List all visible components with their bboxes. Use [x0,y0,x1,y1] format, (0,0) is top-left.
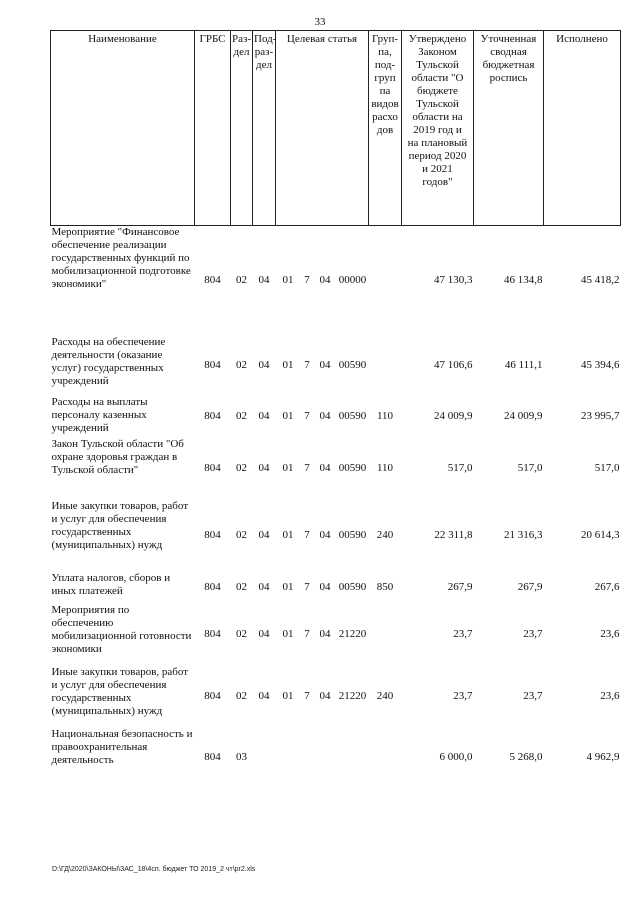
row-target-3: 04 [319,274,331,287]
row-name: Национальная безопасность и правоохранительная деятельность [51,727,193,766]
table-row [51,336,621,396]
row-podrazdel [253,728,276,788]
row-group [369,604,402,666]
row-executed: 4 962,9 [586,751,620,763]
row-target-1: 01 [282,462,294,474]
row-razdel: 02 [236,359,247,371]
row-approved: 267,9 [447,581,473,593]
row-target-2: 7 [304,410,310,422]
row-podrazdel: 04 [258,359,270,371]
row-group [369,226,402,336]
row-target-2: 7 [304,628,310,640]
header-group: Груп- па, под- груп па видов расхо дов [369,31,402,226]
header-name: Наименование [51,31,195,226]
header-razdel: Раз- дел [231,31,253,226]
row-approved: 24 009,9 [434,410,473,422]
row-target-2: 7 [304,581,310,593]
row-refined: 267,9 [517,581,543,593]
row-name: Мероприятия по обеспечению мобилизационной готовности экономики [51,603,192,655]
row-target-3: 04 [319,628,331,640]
row-target-4: 00590 [338,529,367,541]
header-target: Целевая статья [276,31,369,226]
row-target-4: 00590 [338,410,367,422]
row-target-1: 01 [282,690,294,702]
row-name: Закон Тульской области "Об охране здоровья граждан в Тульской области" [51,437,184,476]
row-executed: 23,6 [600,690,620,702]
row-refined: 5 268,0 [509,751,543,763]
row-target-3: 04 [319,462,331,474]
row-group: 850 [376,581,394,593]
row-refined: 46 111,1 [504,359,543,371]
row-group: 110 [376,462,394,474]
row-grbs: 804 [204,690,221,702]
row-target-4: 21220 [338,628,367,640]
row-target-1: 01 [282,410,294,422]
row-name: Иные закупки товаров, работ и услуг для обеспечения государственных (муниципальных) нужд [51,499,189,551]
row-name: Расходы на обеспечение деятельности (оказание услуг) государственных учреждений [51,335,166,387]
row-target-4: 21220 [338,690,367,702]
header-grbs: ГРБС [195,31,231,226]
row-razdel: 02 [236,628,247,640]
row-target-4: 00590 [338,581,367,593]
row-group: 110 [376,410,394,422]
row-grbs: 804 [204,462,221,474]
row-target-4: 00590 [338,462,367,474]
row-grbs: 804 [204,410,221,422]
row-target-3 [314,728,337,788]
row-approved: 22 311,8 [434,529,473,541]
row-grbs: 804 [204,529,221,541]
row-podrazdel: 04 [258,581,270,593]
row-executed: 23,6 [600,628,620,640]
row-target-3: 04 [319,410,331,422]
row-approved: 47 130,3 [434,274,473,287]
table-row [51,438,621,500]
row-target-1: 01 [282,581,294,593]
row-target-2: 7 [304,359,310,371]
row-approved: 23,7 [453,628,473,640]
row-refined: 517,0 [517,462,543,474]
row-name: Мероприятие "Финансовое обеспечение реализации государственных функций по мобилизационной подготовке экономики" [51,226,191,290]
row-target-2: 7 [304,690,310,702]
row-razdel: 02 [236,529,247,541]
row-grbs: 804 [204,751,221,763]
row-grbs: 804 [204,628,221,640]
row-razdel: 02 [236,581,247,593]
row-target-3: 04 [319,581,331,593]
table-row [51,226,621,336]
row-target-1: 01 [282,359,294,371]
row-target-2: 7 [304,274,310,287]
row-executed: 45 418,2 [581,274,620,287]
header-podrazdel: Под- раз- дел [253,31,276,226]
row-razdel: 02 [236,274,247,287]
row-razdel: 02 [236,690,247,702]
row-target-1: 01 [282,274,294,287]
table-row [51,572,621,604]
row-podrazdel: 04 [258,529,270,541]
table-row [51,728,621,788]
page-number: 33 [314,16,326,28]
row-name: Уплата налогов, сборов и иных платежей [51,571,171,597]
table-row [51,500,621,572]
file-path-footer: D:\ГД\2020\ЗАКОНЫ\ЗАС_18\4сп. бюджет ТО 2019_2 чт\pr2.xls [52,866,256,873]
row-executed: 267,6 [594,581,620,593]
row-target-3: 04 [319,359,331,371]
row-grbs: 804 [204,581,221,593]
row-name: Иные закупки товаров, работ и услуг для обеспечения государственных (муниципальных) нужд [51,665,189,717]
row-executed: 23 995,7 [581,410,620,422]
row-target-4 [337,728,369,788]
row-group: 240 [376,529,394,541]
row-target-2: 7 [304,529,310,541]
row-group [369,336,402,396]
row-podrazdel: 04 [258,462,270,474]
row-target-4: 00000 [338,274,367,287]
row-approved: 47 106,6 [434,359,473,371]
row-target-4: 00590 [338,359,367,371]
row-target-2 [301,728,314,788]
row-group [369,728,402,788]
row-razdel: 02 [236,462,247,474]
row-refined: 23,7 [523,628,543,640]
header-refined: Уточненная сводная бюджетная роспись [474,31,544,226]
row-razdel: 02 [236,410,247,422]
row-target-2: 7 [304,462,310,474]
row-target-1: 01 [282,628,294,640]
row-approved: 517,0 [447,462,473,474]
row-refined: 46 134,8 [504,274,543,287]
budget-table [50,30,621,788]
table-header [51,31,621,226]
row-podrazdel: 04 [258,628,270,640]
row-executed: 517,0 [594,462,620,474]
row-executed: 20 614,3 [581,529,620,541]
row-target-1 [276,728,301,788]
row-name: Расходы на выплаты персоналу казенных учреждений [51,395,148,434]
row-refined: 23,7 [523,690,543,702]
row-refined: 21 316,3 [504,529,543,541]
row-approved: 6 000,0 [439,751,473,763]
row-target-3: 04 [319,529,331,541]
header-executed: Исполнено [544,31,621,226]
row-refined: 24 009,9 [504,410,543,422]
table-row [51,604,621,666]
row-executed: 45 394,6 [581,359,620,371]
table-row [51,666,621,728]
row-group: 240 [376,690,394,702]
row-grbs: 804 [204,359,221,371]
row-approved: 23,7 [453,690,473,702]
row-razdel: 03 [236,751,247,763]
table-row [51,396,621,438]
header-approved: Утверждено Законом Тульской области "О бюджете Тульской области на 2019 год и на плановый период 2020 и 2021 годов" [402,31,474,226]
row-grbs: 804 [204,274,221,287]
table-body [51,226,621,788]
row-podrazdel: 04 [258,690,270,702]
row-podrazdel: 04 [258,410,270,422]
row-podrazdel: 04 [258,274,270,287]
row-target-3: 04 [319,690,331,702]
row-target-1: 01 [282,529,294,541]
